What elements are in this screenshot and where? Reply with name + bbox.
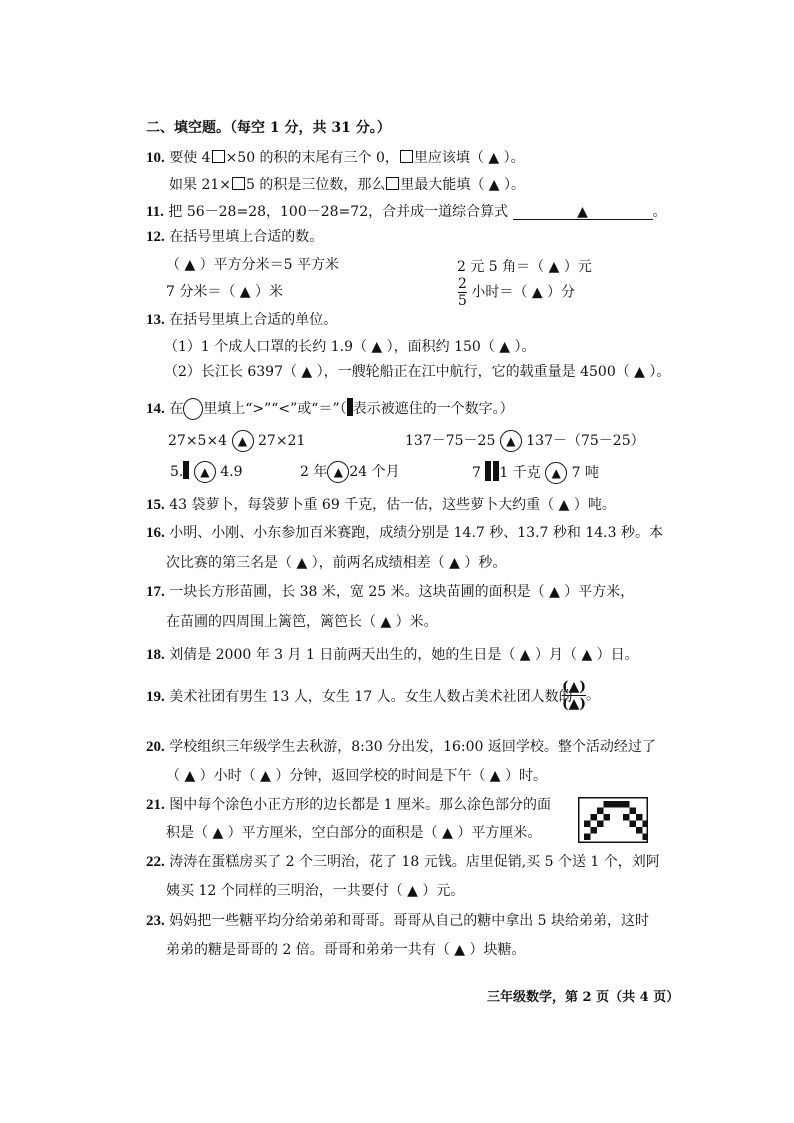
compare-circle: ▲: [500, 430, 522, 452]
question-number: 10.: [146, 150, 165, 166]
q14-compare-a: 27×5×4 ▲ 27×21: [168, 430, 305, 452]
shaded-square: [643, 821, 649, 828]
shaded-square: [636, 827, 643, 834]
question-19: 19. 美术社团有男生 13 人，女生 17 人。女生人数占美术社团人数的: [146, 689, 573, 705]
shaded-square: [604, 801, 611, 808]
compare-circle: ▲: [232, 430, 254, 452]
q14-compare-d: 2 年 ▲ 24 个月: [300, 461, 400, 483]
shaded-square: [617, 801, 624, 808]
question-10-line2: 如果 21× 5 的积是三位数，那么 里最大能填（ ▲ ）。: [169, 177, 526, 193]
compare-circle: ▲: [545, 462, 567, 484]
question-11: 11. 把 56－28=28，100－28=72，合并成一道综合算式 ▲ 。: [146, 204, 667, 220]
q12-item-b: 2 元 5 角＝（ ▲ ）元: [457, 259, 592, 275]
shaded-square: [597, 808, 604, 815]
blank-square-icon: [232, 177, 245, 190]
compare-circle: ▲: [194, 461, 216, 483]
covered-digit-icon: [485, 461, 499, 481]
question-23: 23. 妈妈把一些糖平均分给弟弟和哥哥。哥哥从自己的糖中拿出 5 块给弟弟，这时: [146, 913, 650, 929]
shaded-square: [630, 808, 637, 815]
shaded-square: [584, 821, 591, 828]
section-title: 二、填空题。（每空 1 分，共 31 分。）: [146, 120, 391, 136]
question-22: 22. 涛涛在蛋糕房买了 2 个三明治，花了 18 元钱。店里促销,买 5 个送 1 个，刘阿: [146, 854, 660, 870]
checker-pyramid-figure: [578, 797, 648, 843]
shaded-square: [591, 814, 598, 821]
page-footer: 三年级数学，第 2 页（共 4 页）: [487, 990, 680, 1005]
shaded-square: [584, 834, 591, 841]
q14-compare-c: 5. ▲ 4.9: [170, 461, 243, 483]
q14-compare-b: 137－75－25 ▲ 137－（75－25）: [405, 430, 645, 452]
question-15: 15. 43 袋萝卜，每袋萝卜重 69 千克，估一估，这些萝卜大约重（ ▲ ）吨。: [146, 497, 616, 513]
question-17: 17. 一块长方形苗圃，长 38 米，宽 25 米。这块苗圃的面积是（ ▲ ）平方米，: [146, 584, 635, 600]
answer-blank: ▲: [513, 205, 653, 220]
question-20-line2: （ ▲ ）小时（ ▲ ）分钟，返回学校的时间是下午（ ▲ ）时。: [166, 768, 547, 784]
question-21: 21. 图中每个涂色小正方形的边长都是 1 厘米。那么涂色部分的面: [146, 797, 552, 813]
q13-line1: （1）1 个成人口罩的长约 1.9（ ▲ ），面积约 150（ ▲ ）。: [164, 339, 536, 355]
question-22-line2: 姨买 12 个同样的三明治，一共要付（ ▲ ）元。: [166, 883, 465, 899]
question-21-line2: 积是（ ▲ ）平方厘米，空白部分的面积是（ ▲ ）平方厘米。: [166, 825, 542, 841]
fraction: $\frac{2}{5}$: [458, 276, 467, 310]
question-10: 10. 要使 4 ×50 的积的末尾有三个 0， 里应该填（ ▲ ）。: [146, 150, 525, 166]
shaded-square: [643, 834, 649, 841]
covered-digit-icon: [183, 461, 189, 479]
question-16-line2: 次比赛的第三名是（ ▲ ），前两名成绩相差（ ▲ ）秒。: [166, 555, 507, 571]
q19-fraction: $\frac{(▲)}{(▲)}$ 。: [562, 679, 601, 713]
q12-item-d: $\frac{2}{5}$ 小时＝（ ▲ ）分: [458, 276, 576, 310]
shaded-square: [623, 801, 630, 808]
q13-line2: （2）长江长 6397（ ▲ ），一艘轮船正在江中航行，它的载重量是 4500（ ▲ ）。: [164, 364, 671, 380]
blank-square-icon: [212, 150, 225, 163]
question-17-line2: 在苗圃的四周围上篱笆，篱笆长（ ▲ ）米。: [166, 614, 438, 630]
question-20: 20. 学校组织三年级学生去秋游，8:30 分出发，16:00 返回学校。整个活动经过了: [146, 739, 656, 755]
q12-item-a: （ ▲ ）平方分米＝5 平方米: [166, 257, 340, 273]
question-12: 12. 在括号里填上合适的数。: [146, 229, 324, 245]
blank-square-icon: [400, 150, 413, 163]
question-18: 18. 刘倩是 2000 年 3 月 1 日前两天出生的，她的生日是（ ▲ ）月（ ▲ ）日。: [146, 647, 639, 663]
circle-icon: [183, 398, 203, 420]
question-14: 14. 在 里填上“>”“<”或“＝”（ 表示被遮住的一个数字。）: [146, 398, 514, 420]
question-16: 16. 小明、小刚、小东参加百米赛跑，成绩分别是 14.7 秒、13.7 秒和 14.3 秒。本: [146, 525, 663, 541]
shaded-square: [604, 814, 611, 821]
shaded-square: [610, 801, 617, 808]
question-13: 13. 在括号里填上合适的单位。: [146, 312, 338, 328]
compare-circle: ▲: [327, 461, 349, 483]
shaded-square: [623, 814, 630, 821]
q14-compare-e: 7 1 千克 ▲ 7 吨: [472, 461, 599, 484]
shaded-square: [636, 814, 643, 821]
q12-item-c: 7 分米＝（ ▲ ）米: [166, 284, 284, 300]
question-23-line2: 弟弟的糖是哥哥的 2 倍。哥哥和弟弟一共有（ ▲ ）块糖。: [166, 942, 526, 958]
shaded-square: [630, 821, 637, 828]
blank-square-icon: [386, 177, 399, 190]
shaded-square: [591, 827, 598, 834]
fraction: $\frac{(▲)}{(▲)}$: [562, 679, 587, 713]
shaded-square: [597, 821, 604, 828]
